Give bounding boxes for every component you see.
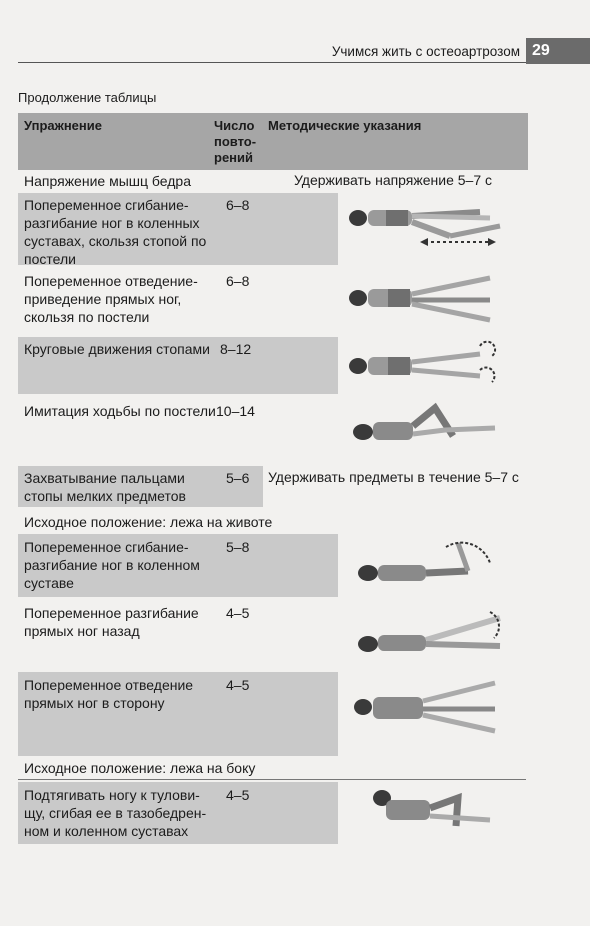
header-rule [18,62,526,63]
table-caption: Продолжение таблицы [18,90,157,105]
table-row-exercise: Имитация ходьбы по постели [24,403,216,419]
table-row-exercise: Напряжение мышц бедра [24,173,191,189]
exercise-figure-abduction [340,270,510,332]
table-row-reps: 6–8 [226,197,250,213]
section-rule [18,779,526,780]
table-row-note: Удерживать напряжение 5–7 с [294,172,493,188]
table-row-exercise: Попеременное сгибание- разгибание ног в коленных суставах, скользя стопой по постели [24,197,207,267]
column-header-reps: Число повто- рений [214,118,257,165]
section-title-side: Исходное положение: лежа на боку [24,760,256,776]
table-row-exercise: Захватывание пальцами стопы мелких предметов [24,470,186,504]
table-row-reps: 4–5 [226,787,250,803]
exercise-figure-prone-extension [350,604,515,662]
table-row-exercise: Круговые движения стопами [24,341,210,357]
table-row-reps: 4–5 [226,605,250,621]
column-header-notes: Методические указания [268,118,422,133]
table-row-exercise: Попеременное отведение прямых ног в сторону [24,677,194,711]
section-title-prone: Исходное положение: лежа на животе [24,514,273,530]
table-row-note: Удерживать предметы в течение 5–7 с [268,469,519,485]
exercise-figure-knee-flexion [340,196,520,258]
exercise-figure-ankle-circles [340,340,510,395]
table-row-exercise: Подтягивать ногу к тулови- щу, сгибая ее в тазобедрен- ном и коленном суставах [24,787,207,839]
table-row-reps: 6–8 [226,273,250,289]
table-row-reps: 5–8 [226,539,250,555]
exercise-figure-prone-knee-flexion [350,535,510,590]
table-row-reps: 4–5 [226,677,250,693]
exercise-figure-walking [345,402,510,454]
table-row-exercise: Попеременное разгибание прямых ног назад [24,605,199,639]
table-row-exercise: Попеременное отведение- приведение прямых ног, скользя по постели [24,273,198,325]
running-head: Учимся жить с остеоартрозом [331,44,520,59]
exercise-figure-side-lying [360,784,510,839]
table-row-reps: 10–14 [216,403,255,419]
table-row-reps: 8–12 [220,341,252,357]
column-header-exercise: Упражнение [24,118,102,133]
page-number: 29 [526,38,590,64]
table-row-reps: 5–6 [226,470,250,486]
exercise-figure-prone-abduction [345,675,510,737]
table-row-exercise: Попеременное сгибание- разгибание ног в коленном суставе [24,539,200,591]
